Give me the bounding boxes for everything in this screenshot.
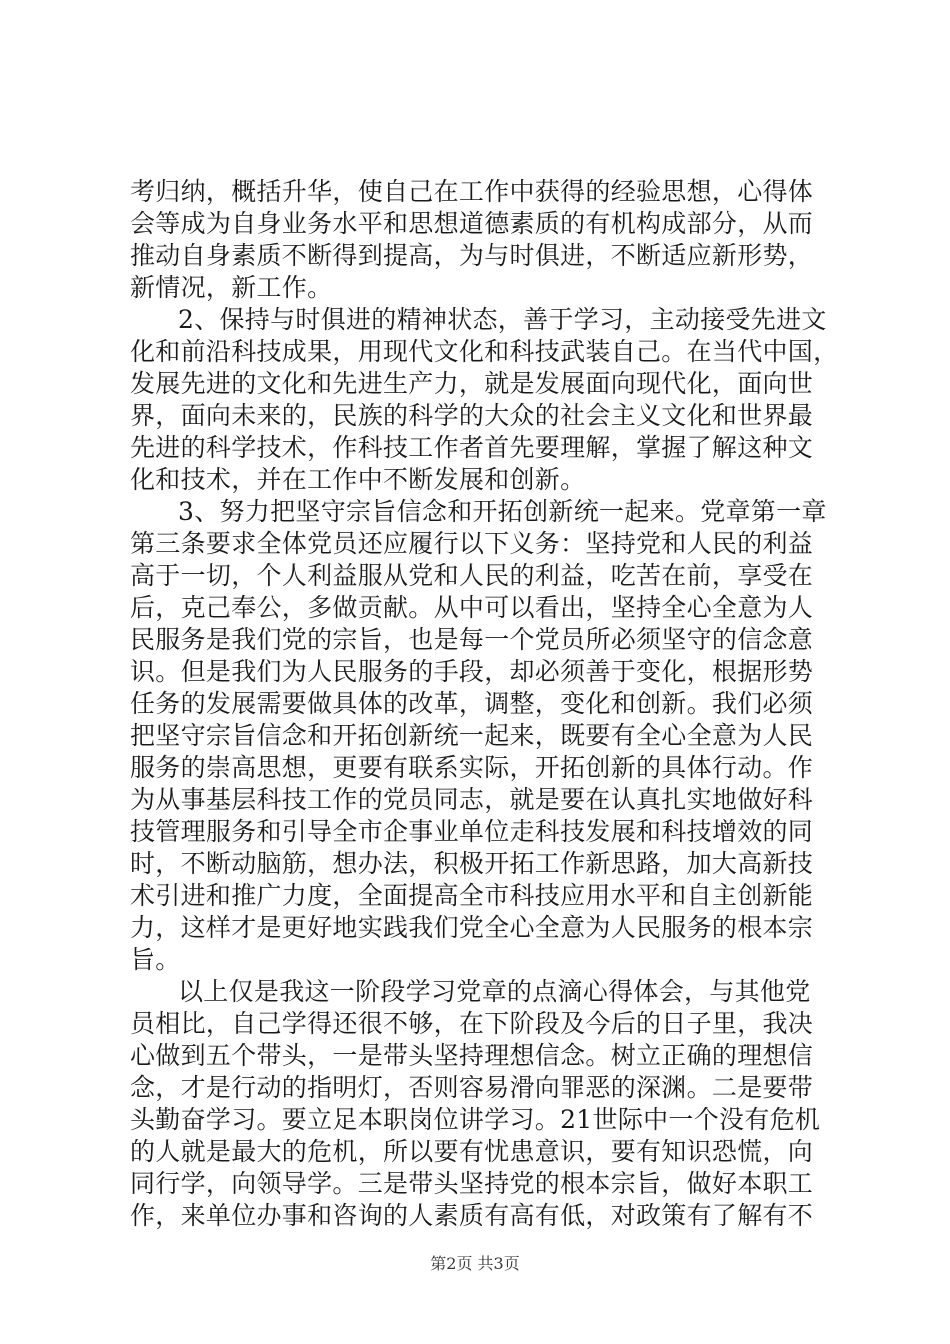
paragraph-start-line: 2、保持与时俱进的精神状态，善于学习，主动接受先进文 [178,305,827,334]
text-line: 第三条要求全体党员还应履行以下义务：坚持党和人民的利益 [130,529,814,558]
text-line: 化和前沿科技成果，用现代文化和科技武装自己。在当代中国， [130,337,839,366]
text-line: 技管理服务和引导全市企事业单位走科技发展和科技增效的同 [130,817,814,846]
document-body [130,176,839,1232]
text-line: 旨。 [130,945,181,974]
text-line: 心做到五个带头，一是带头坚持理想信念。树立正确的理想信 [130,1041,814,1070]
text-line: 考归纳，概括升华，使自己在工作中获得的经验思想，心得体 [130,177,814,206]
text-line: 会等成为自身业务水平和思想道德素质的有机构成部分，从而 [130,209,814,238]
text-line: 高于一切，个人利益服从党和人民的利益，吃苦在前，享受在 [130,561,814,590]
text-line: 同行学，向领导学。三是带头坚持党的根本宗旨，做好本职工 [130,1169,814,1198]
text-line: 任务的发展需要做具体的改革，调整，变化和创新。我们必须 [130,689,814,718]
text-line: 员相比，自己学得还很不够，在下阶段及今后的日子里，我决 [130,1009,814,1038]
text-line: 推动自身素质不断得到提高，为与时俱进，不断适应新形势， [130,241,814,270]
text-line: 发展先进的文化和先进生产力，就是发展面向现代化，面向世 [130,369,814,398]
text-line: 后，克己奉公，多做贡献。从中可以看出，坚持全心全意为人 [130,593,814,622]
text-line: 化和技术，并在工作中不断发展和创新。 [130,465,586,494]
text-line: 新情况，新工作。 [130,273,333,302]
text-line: 把坚守宗旨信念和开拓创新统一起来，既要有全心全意为人民 [130,721,814,750]
text-line: 为从事基层科技工作的党员同志，就是要在认真扎实地做好科 [130,785,814,814]
text-line: 念，才是行动的指明灯，否则容易滑向罪恶的深渊。二是要带 [130,1073,814,1102]
page-number-footer: 第2页 共3页 [430,1254,520,1273]
text-line: 术引进和推广力度，全面提高全市科技应用水平和自主创新能 [130,881,814,910]
text-line: 民服务是我们党的宗旨，也是每一个党员所必须坚守的信念意 [130,625,814,654]
text-line: 时，不断动脑筋，想办法，积极开拓工作新思路，加大高新技 [130,849,814,878]
text-line: 先进的科学技术，作科技工作者首先要理解，掌握了解这种文 [130,433,814,462]
paragraph-start-line: 以上仅是我这一阶段学习党章的点滴心得体会，与其他党 [178,977,811,1006]
text-line: 头勤奋学习。要立足本职岗位讲学习。21世际中一个没有危机 [130,1105,821,1134]
text-line: 识。但是我们为人民服务的手段，却必须善于变化，根据形势 [130,657,814,686]
text-line: 力，这样才是更好地实践我们党全心全意为人民服务的根本宗 [130,913,814,942]
text-line: 作，来单位办事和咨询的人素质有高有低，对政策有了解有不 [130,1201,814,1230]
paragraph-start-line: 3、努力把坚守宗旨信念和开拓创新统一起来。党章第一章 [178,497,827,526]
text-line: 服务的崇高思想，更要有联系实际，开拓创新的具体行动。作 [130,753,814,782]
text-line: 界，面向未来的，民族的科学的大众的社会主义文化和世界最 [130,401,814,430]
text-line: 的人就是最大的危机，所以要有忧患意识，要有知识恐慌，向 [130,1137,814,1166]
